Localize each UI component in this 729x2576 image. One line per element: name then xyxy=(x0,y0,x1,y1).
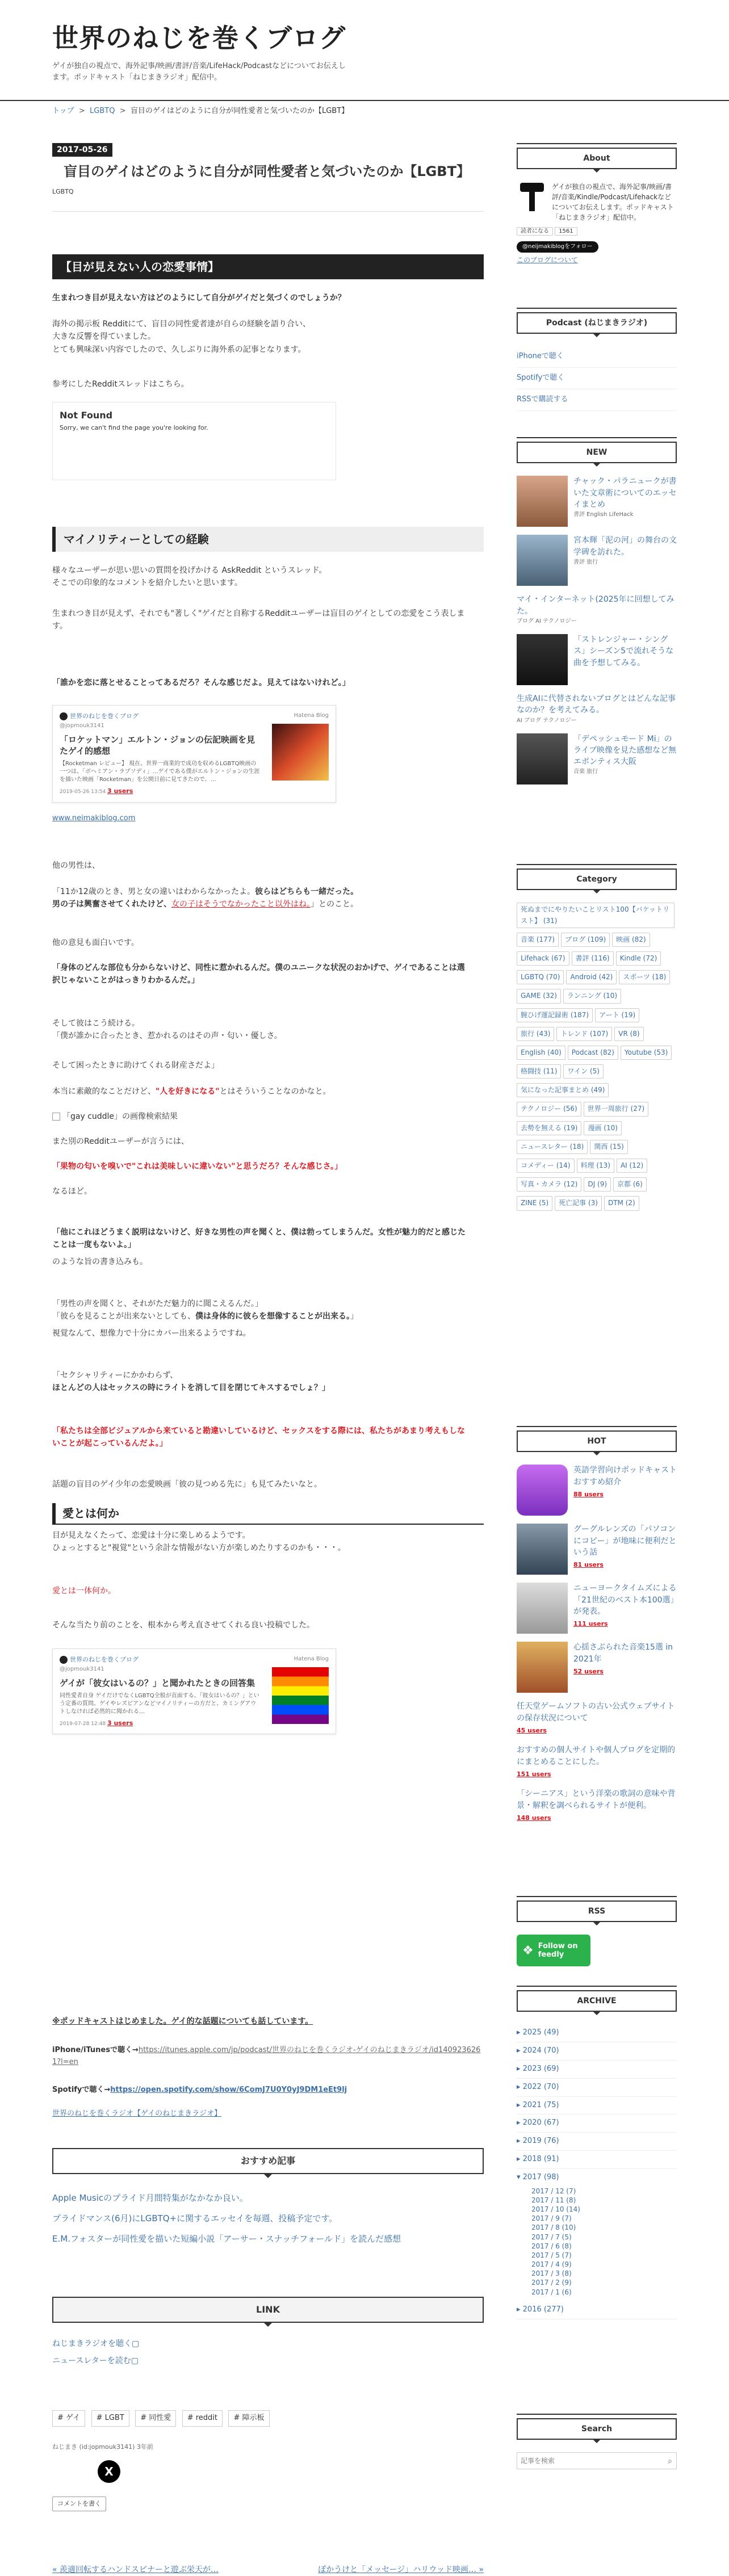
blog-card-girlfriend[interactable] xyxy=(52,1648,336,1734)
category-tag[interactable]: 世界一周旅行 (27) xyxy=(584,1102,648,1116)
category-tag[interactable]: Lifehack (67) xyxy=(517,951,569,966)
archive-month[interactable]: 2017 / 4 (9) xyxy=(531,2260,572,2269)
link-radio[interactable]: ねじまきラジオを聴く▢ xyxy=(52,2339,140,2348)
search-title: Search xyxy=(517,2418,677,2440)
category-tag[interactable]: トレンド (107) xyxy=(556,1027,612,1041)
paragraph-movie: 話題の盲目のゲイ少年の恋愛映画「彼の見つめる先に」も見てみたいなと。 xyxy=(52,1480,322,1489)
post-title[interactable]: 盲目のゲイはどのように自分が同性愛者と気づいたのか【LGBT】 xyxy=(64,163,470,180)
recommend-item[interactable]: プライドマンス(6月)にLGBTQ+に関するエッセイを毎週、投稿予定です。 xyxy=(52,2213,338,2223)
card-user: @jopmouk3141 xyxy=(60,1665,104,1672)
archive-year[interactable]: ▸ 2019 (76) xyxy=(517,2133,677,2151)
category-tag[interactable]: ZINE (5) xyxy=(517,1196,552,1210)
new-entry[interactable]: 「デペッシュモード Mi」のライブ映像を見た感想など無エボンティス大阪 音楽 旅行 xyxy=(517,733,677,784)
card-date: 2019-07-28 12:48 xyxy=(60,1721,106,1727)
entry-thumbnail xyxy=(517,535,568,586)
category-tag[interactable]: Podcast (82) xyxy=(568,1046,618,1060)
podcast-itunes: iPhone/iTunesで聴く→https://itunes.apple.com/jp/podcast/世界のねじを巻くラジオ-ゲイのねじまきラジオ/id1409236261?l=en xyxy=(52,2046,481,2066)
category-tag[interactable]: DTM (2) xyxy=(604,1196,639,1210)
archive-month[interactable]: 2017 / 9 (7) xyxy=(531,2214,572,2223)
archive-year[interactable]: ▸ 2021 (75) xyxy=(517,2097,677,2115)
tag-reddit[interactable]: # reddit xyxy=(182,2410,223,2427)
quote-sexuality: 「セクシャリティーにかかわらず、 ほとんどの人はセックスの時にライトを消して目を閉じてキスするでしょ？」 xyxy=(52,1371,330,1393)
category-tag[interactable]: 映画 (82) xyxy=(612,933,650,947)
quote-men-voice: 「男性の声を聞くと、それがただ魅力的に聞こえるんだ。」 「彼らを見ることが出来ないとしても、僕は身体的に彼らを想像することが出来る。」 xyxy=(52,1299,358,1321)
hot-title: HOT xyxy=(517,1430,677,1452)
entry-thumbnail xyxy=(517,634,568,685)
archive-month[interactable]: 2017 / 1 (6) xyxy=(531,2288,572,2296)
archive-month[interactable]: 2017 / 10 (14) xyxy=(531,2205,580,2213)
category-tag[interactable]: Kindle (72) xyxy=(616,951,661,966)
podcast-iphone-link[interactable]: iPhoneで聴く xyxy=(517,346,677,368)
archive-month[interactable]: 2017 / 8 (10) xyxy=(531,2223,576,2232)
feedly-icon: ❖ xyxy=(522,1943,534,1958)
category-tag[interactable]: 格闘技 (11) xyxy=(517,1064,561,1079)
rainbow-flag-thumbnail xyxy=(272,1667,329,1724)
link-title: LINK xyxy=(52,2297,484,2323)
card-service: Hatena Blog xyxy=(294,1656,329,1662)
hot-entry[interactable]: 任天堂ゲームソフトの古い公式ウェブサイトの保存状況について 45 users xyxy=(517,1702,675,1734)
archive-month[interactable]: 2017 / 5 (7) xyxy=(531,2251,572,2259)
site-description: ゲイが独自の視点で、海外記事/映画/書評/音楽/LifeHack/Podcastなどについてお伝えします。ポッドキャスト「ねじまきラジオ」配信中。 xyxy=(52,62,346,82)
recommend-title: おすすめ記事 xyxy=(52,2148,484,2174)
paragraph-interesting: 他の意見も面白いです。 xyxy=(52,938,139,947)
category-tag[interactable]: 死亡記事 (3) xyxy=(555,1196,602,1210)
recommend-item[interactable]: E.M.フォスターが同性愛を描いた短編小説「アーサー・スナッチフォールド」を読んだ感想 xyxy=(52,2233,401,2244)
reader-button[interactable]: 読者になる xyxy=(517,227,553,236)
not-found-title: Not Found xyxy=(60,410,113,421)
breadcrumb-current: 盲目のゲイはどのように自分が同性愛者と気づいたのか【LGBT】 xyxy=(130,107,349,116)
paragraph-enjoy-love: 目が見えなくたって、恋愛は十分に楽しめるようです。 ひょっとすると"視覚"という余計な情報がない方が楽しめたりするのかも・・・。 xyxy=(52,1531,346,1553)
recommend-item[interactable]: Apple Musicのプライド月間特集がなかなか良い。 xyxy=(52,2192,248,2203)
podcast-app-icon xyxy=(517,1465,568,1516)
archive-month[interactable]: 2017 / 12 (7) xyxy=(531,2187,576,2195)
podcast-spotify: Spotifyで聴く→https://open.spotify.com/show/6ComJ7U0Y0yJ9DM1eEt9lj xyxy=(52,2086,347,2094)
paragraph-continue: そして彼はこう続ける。 「僕が誰かに合ったとき、惹かれるのはその声・匂い・優しさ。 xyxy=(52,1019,282,1041)
paragraph-love-meaning: 本当に素敵的なことだけど、"人を好きになる"とはそういうことなのかなと。 xyxy=(52,1087,331,1096)
twitter-follow-button[interactable]: @neijmakiblogをフォロー xyxy=(517,241,598,253)
paragraph-other-man: 他の男性は、 xyxy=(52,861,100,870)
quote-visual: 「私たちは全部ビジュアルから来ていると勘違いしているけど、セックスをする際には、私たちがあまり考えもしないことが起こっているんだよ。」 xyxy=(52,1427,466,1449)
tag-homosexual[interactable]: # 同性愛 xyxy=(135,2410,176,2427)
hot-entry[interactable]: グーグルレンズの「パソコンにコピー」が地味に便利だという話 81 users xyxy=(517,1524,677,1575)
post-date[interactable]: 2017-05-26 xyxy=(52,143,112,157)
search-icon[interactable]: ⌕ xyxy=(668,2457,672,2466)
card-user: @jopmouk3141 xyxy=(60,722,104,729)
paragraph-another-user: また別のRedditユーザーが言うには、 xyxy=(52,1137,189,1146)
archive-year[interactable]: ▸ 2024 (70) xyxy=(517,2042,677,2061)
entry-thumbnail xyxy=(517,1524,568,1575)
podcast-title: Podcast (ねじまきラジオ) xyxy=(517,312,677,334)
archive-month[interactable]: 2017 / 11 (8) xyxy=(531,2196,576,2204)
post-tags xyxy=(52,2410,484,2427)
card-title[interactable]: 「ロケットマン」エルトン・ジョンの伝記映画を見たゲイ的感想 xyxy=(60,734,255,756)
reader-count: 1561 xyxy=(555,227,577,236)
category-tag[interactable]: スポーツ (18) xyxy=(619,970,670,984)
category-tag[interactable]: ニュースレター (18) xyxy=(517,1140,588,1154)
entry-thumbnail xyxy=(517,476,568,527)
archive-month[interactable]: 2017 / 7 (5) xyxy=(531,2233,572,2241)
about-blog-link[interactable]: このブログについて xyxy=(517,256,578,265)
category-tag[interactable]: LGBTQ (70) xyxy=(517,970,564,984)
category-tag[interactable]: ランニング (10) xyxy=(563,989,621,1003)
quote-voice: 「他にこれほどうまく説明はないけど、好きな男性の声を聞くと、僕は勃ってしまうんだ。女性が魅力的だと感じたことは一度もないよ。」 xyxy=(52,1228,466,1250)
category-tag[interactable]: 漫画 (10) xyxy=(584,1121,621,1135)
tag-lgbt[interactable]: # LGBT xyxy=(91,2410,129,2427)
askreddit-paragraph: 様々なユーザーが思い思いの質問を投げかける AskReddit というスレッド。 そこでの印象的なコメントを紹介したいと思います。 xyxy=(52,566,327,588)
new-entry[interactable]: 「ストレンジャー・シングス」シーズン5で流れそうな曲を予想してみる。 xyxy=(517,634,677,685)
hot-entry[interactable]: ニューヨークタイムズによる「21世紀のベスト本100選」が発表。 111 users xyxy=(517,1583,677,1634)
card-users[interactable]: 3 users xyxy=(107,787,133,795)
archive-year[interactable]: ▸ 2018 (91) xyxy=(517,2151,677,2169)
card-blog-name[interactable]: 世界のねじを巻くブログ xyxy=(70,712,139,720)
archive-month[interactable]: 2017 / 3 (8) xyxy=(531,2269,572,2278)
intro-paragraph: 海外の掲示板 Redditにて、盲目の同性愛者達が自らの経験を語り合い、 大きな反響を得ていました。 とても興味深い内容でしたので、久しぶりに海外系の記事となります。 xyxy=(52,320,311,354)
archive-year[interactable]: ▸ 2025 (49) xyxy=(517,2024,677,2042)
paragraph-help: そして困ったときに助けてくれる財産さだよ」 xyxy=(52,1061,219,1070)
quote-age-eleven: 「11か12歳のとき、男と女の違いはわからなかったよ。彼らはどちらも一緒だった。 男の子は興奮させてくれたけど、女の子はそうでなかったこと以外はね。」とのこと。 xyxy=(52,887,359,909)
paragraph-like-this: のような旨の書き込みも。 xyxy=(52,1257,148,1266)
category-tag[interactable]: VR (8) xyxy=(614,1027,643,1041)
breadcrumb: トップ > LGBTQ > 盲目のゲイはどのように自分が同性愛者と気づいたのか【LGBT】 xyxy=(52,107,349,116)
category-list xyxy=(517,903,677,1215)
link-newsletter[interactable]: ニュースレターを読む▢ xyxy=(52,2356,139,2365)
archive-month[interactable]: 2017 / 2 (9) xyxy=(531,2279,572,2287)
heading-minority: マイノリティーとしての経験 xyxy=(52,527,484,552)
archive-year[interactable]: ▸ 2022 (70) xyxy=(517,2079,677,2097)
card-service: Hatena Blog xyxy=(294,712,329,719)
site-header xyxy=(0,0,729,101)
pager-prev[interactable]: « 羨適回転するハンドスピナーと遊ぶ栄天が… xyxy=(52,2565,219,2574)
card-users[interactable]: 3 users xyxy=(107,1719,133,1727)
rocketman-thumbnail xyxy=(272,724,329,781)
new-entry[interactable]: 宮本輝「泥の河」の舞台の文学碑を訪れた。 書評 旅行 xyxy=(517,535,677,586)
category-tag[interactable]: ブログ (109) xyxy=(561,933,610,947)
category-tag[interactable]: 気になった記事まとめ (49) xyxy=(517,1083,609,1097)
podcast-spotify-link[interactable]: Spotifyで聴く xyxy=(517,368,677,389)
hot-entry[interactable]: 英語学習向けポッドキャストおすすめ紹介 88 users xyxy=(517,1465,677,1516)
category-tag[interactable]: 死ぬまでにやりたいことリスト100【バケットリスト】 (31) xyxy=(517,903,674,928)
category-tag[interactable]: 音楽 (177) xyxy=(517,933,559,947)
heading-intro: 【目が見えない人の恋愛事情】 xyxy=(52,254,484,279)
category-tag[interactable]: GAME (32) xyxy=(517,989,561,1003)
entry-thumbnail xyxy=(517,733,568,784)
new-entry[interactable]: チャック・パラニュークが書いた文章術についてのエッセイまとめ 書評 English LifeHack xyxy=(517,476,677,527)
archive-year[interactable]: ▸ 2020 (67) xyxy=(517,2114,677,2133)
archive-year[interactable]: ▸ 2016 (277) xyxy=(517,2301,677,2319)
spotify-link[interactable]: https://open.spotify.com/show/6ComJ7U0Y0yJ9DM1eEt9lj xyxy=(110,2086,347,2094)
cuddle-image: 「gay cuddle」の画像検索結果 xyxy=(52,1110,484,1123)
breadcrumb-top[interactable]: トップ xyxy=(52,107,74,116)
category-tag[interactable]: DJ (9) xyxy=(584,1177,611,1191)
category-tag[interactable]: 去勢を無える (19) xyxy=(517,1121,581,1135)
paragraph-blind-user: 生まれつき目が見えず、それでも"著しく"ゲイだと自称するRedditユーザーは盲目のゲイとしての恋愛をこう表します。 xyxy=(52,609,465,631)
archive-month[interactable]: 2017 / 6 (8) xyxy=(531,2242,572,2250)
share-area xyxy=(52,2460,484,2483)
pager-next[interactable]: ぽかうけと「メッセージ」ハリウッド映画… » xyxy=(318,2565,484,2574)
about-text: ゲイが独自の視点で、海外記事/映画/書評/音楽/Kindle/Podcast/Lifehackなどについてお伝えします。ポッドキャスト「ねじまきラジオ」配信中。 xyxy=(552,183,674,222)
category-tag[interactable]: テクノロジー (56) xyxy=(517,1102,581,1116)
itunes-link[interactable]: https://itunes.apple.com/jp/podcast/世界のねじを巻くラジオ-ゲイのねじまきラジオ/id1409236261?l=en xyxy=(52,2046,481,2066)
heading-love: 愛とは何か xyxy=(52,1503,484,1525)
new-title: NEW xyxy=(517,442,677,463)
category-tag[interactable]: English (40) xyxy=(517,1046,565,1060)
entry-thumbnail xyxy=(517,1642,568,1693)
search-input[interactable] xyxy=(517,2452,677,2469)
archive-list xyxy=(517,2024,677,2319)
podcast-rss-link[interactable]: RSSで購読する xyxy=(517,389,677,411)
paragraph-what-is-love: 愛とは一体何か。 xyxy=(52,1587,116,1596)
card-title[interactable]: ゲイが「彼女はいるの？」と聞かれたときの回答集 xyxy=(60,1677,255,1688)
paragraph-imagination: 視覚なんて、想像力で十分にカバー出来るようですね。 xyxy=(52,1329,251,1338)
category-tag[interactable]: アート (19) xyxy=(595,1008,639,1022)
category-tag[interactable]: Youtube (53) xyxy=(621,1046,672,1060)
category-tag[interactable]: 写真・カメラ (12) xyxy=(517,1177,581,1191)
archive-year[interactable]: ▸ 2023 (69) xyxy=(517,2061,677,2079)
avatar[interactable] xyxy=(517,182,547,212)
comment-button[interactable]: コメントを書く xyxy=(52,2497,106,2511)
card-excerpt: 【Rocketman レビュー】 現在、世界一商業的で成功を収めるLGBTQ映画の一つは、「ボヘミアン・ラプソディ」...ゲイである僕がエルトン・ジョンの生涯を描いた映画「Rocketman」を公開日前に見てきたので、… xyxy=(60,761,260,783)
category-tag[interactable]: 旅行 (43) xyxy=(517,1027,554,1041)
blog-icon xyxy=(60,1656,68,1664)
question-text: 生まれつき目が見えない方はどのようにして自分がゲイだと気づくのでしょうか？ xyxy=(52,293,346,303)
entry-thumbnail xyxy=(517,1583,568,1634)
hot-entry[interactable]: 心揺さぶられた音楽15選 in 2021年 52 users xyxy=(517,1642,677,1693)
category-tag[interactable]: コメディー (14) xyxy=(517,1159,575,1173)
archive-title: ARCHIVE xyxy=(517,1990,677,2012)
pager xyxy=(52,2564,484,2576)
not-found-text: Sorry, we can't find the page you're looking for. xyxy=(60,423,208,431)
broken-image-icon xyxy=(52,1113,60,1121)
reddit-ref-text: 参考にしたRedditスレッドはこちら。 xyxy=(52,380,189,389)
archive-year-open[interactable]: ▾ 2017 (98) xyxy=(517,2172,559,2181)
new-entry[interactable]: マイ・インターネット(2025年に回想してみた。 ブログ AI テクノロジー xyxy=(517,595,674,624)
category-title: Category xyxy=(517,869,677,890)
category-tag[interactable]: AI (12) xyxy=(617,1159,647,1173)
card-blog-name[interactable]: 世界のねじを巻くブログ xyxy=(70,1656,139,1663)
x-share-icon[interactable]: X xyxy=(98,2460,120,2483)
podcast-note: ※ポッドキャストはじめました。ゲイ的な話題についても話しています。 xyxy=(52,2017,313,2026)
hot-entry[interactable]: 「シーニアス」という洋楽の歌詞の意味や背景・解釈を調べられるサイトが便利。 148 users xyxy=(517,1789,676,1822)
blog-card-rocketman[interactable] xyxy=(52,705,336,803)
card-date: 2019-05-26 13:54 xyxy=(60,789,106,795)
feedly-follow-button[interactable]: ❖ Follow on feedly xyxy=(517,1935,590,1966)
category-tag[interactable]: ワイン (5) xyxy=(563,1064,603,1079)
category-tag[interactable]: Android (42) xyxy=(566,970,617,984)
hot-entry[interactable]: おすすめの個人サイトや個人ブログを定期的にまとめることにした。 151 users xyxy=(517,1746,676,1778)
podcast-radio-link[interactable]: 世界のねじを巻くラジオ【ゲイのねじまきラジオ】 xyxy=(52,2109,222,2118)
blog-link[interactable]: www.neimakiblog.com xyxy=(52,814,136,823)
rss-title: RSS xyxy=(517,1900,677,1922)
about-title: About xyxy=(517,148,677,169)
author-line[interactable]: ねじまき (id:jopmouk3141) 3年前 xyxy=(52,2443,153,2451)
blog-icon xyxy=(60,712,68,720)
post-category[interactable]: LGBTQ xyxy=(52,187,74,195)
category-tag[interactable]: 関西 (15) xyxy=(590,1140,627,1154)
quote-body-part: 「身体のどんな部位も分からないけど、同性に惹かれるんだ。僕のユニークな状況のおかげで、ゲイであることは選択じゃないことがはっきりわかるんだ。」 xyxy=(52,963,465,985)
tag-gay[interactable]: # ゲイ xyxy=(52,2410,85,2427)
category-tag[interactable]: 書評 (116) xyxy=(572,951,614,966)
card-excerpt: 同性愛者自身 ゲイだけでなくLGBTQ全般が直面する、「彼女はいるの？」という定番の質問。ゲイやレズビアンなどマイノリティーの方だと、カミングアウトしなければ必然的に聞かれる… xyxy=(60,1692,259,1715)
category-tag[interactable]: 京都 (6) xyxy=(613,1177,647,1191)
category-tag[interactable]: 腕ひげ運記録術 (187) xyxy=(517,1008,593,1022)
new-entry[interactable]: 生成AIに代替されないブログとはどんな記事なのか？を考えてみる。 AI ブログ テクノロジー xyxy=(517,694,676,724)
quote-fruit: 「果物の匂いを嗅いで"これは美味しいに違いない"と思うだろ？そんな感じさ。」 xyxy=(52,1162,343,1171)
site-title[interactable]: 世界のねじを巻くブログ xyxy=(52,23,346,53)
reddit-embed[interactable] xyxy=(52,402,336,480)
quote-fall-in-love: 「誰かを恋に落とせることってあるだろ？そんな感じだよ。見えてはないけれど。」 xyxy=(52,678,350,687)
breadcrumb-category[interactable]: LGBTQ xyxy=(90,107,115,116)
paragraph-good-post: そんな当たり前のことを、根本から考え直させてくれる良い投稿でした。 xyxy=(52,1621,315,1630)
paragraph-naruhodo: なるほど。 xyxy=(52,1187,92,1196)
tag-board[interactable]: # 障示板 xyxy=(228,2410,269,2427)
category-tag[interactable]: 料理 (13) xyxy=(577,1159,614,1173)
